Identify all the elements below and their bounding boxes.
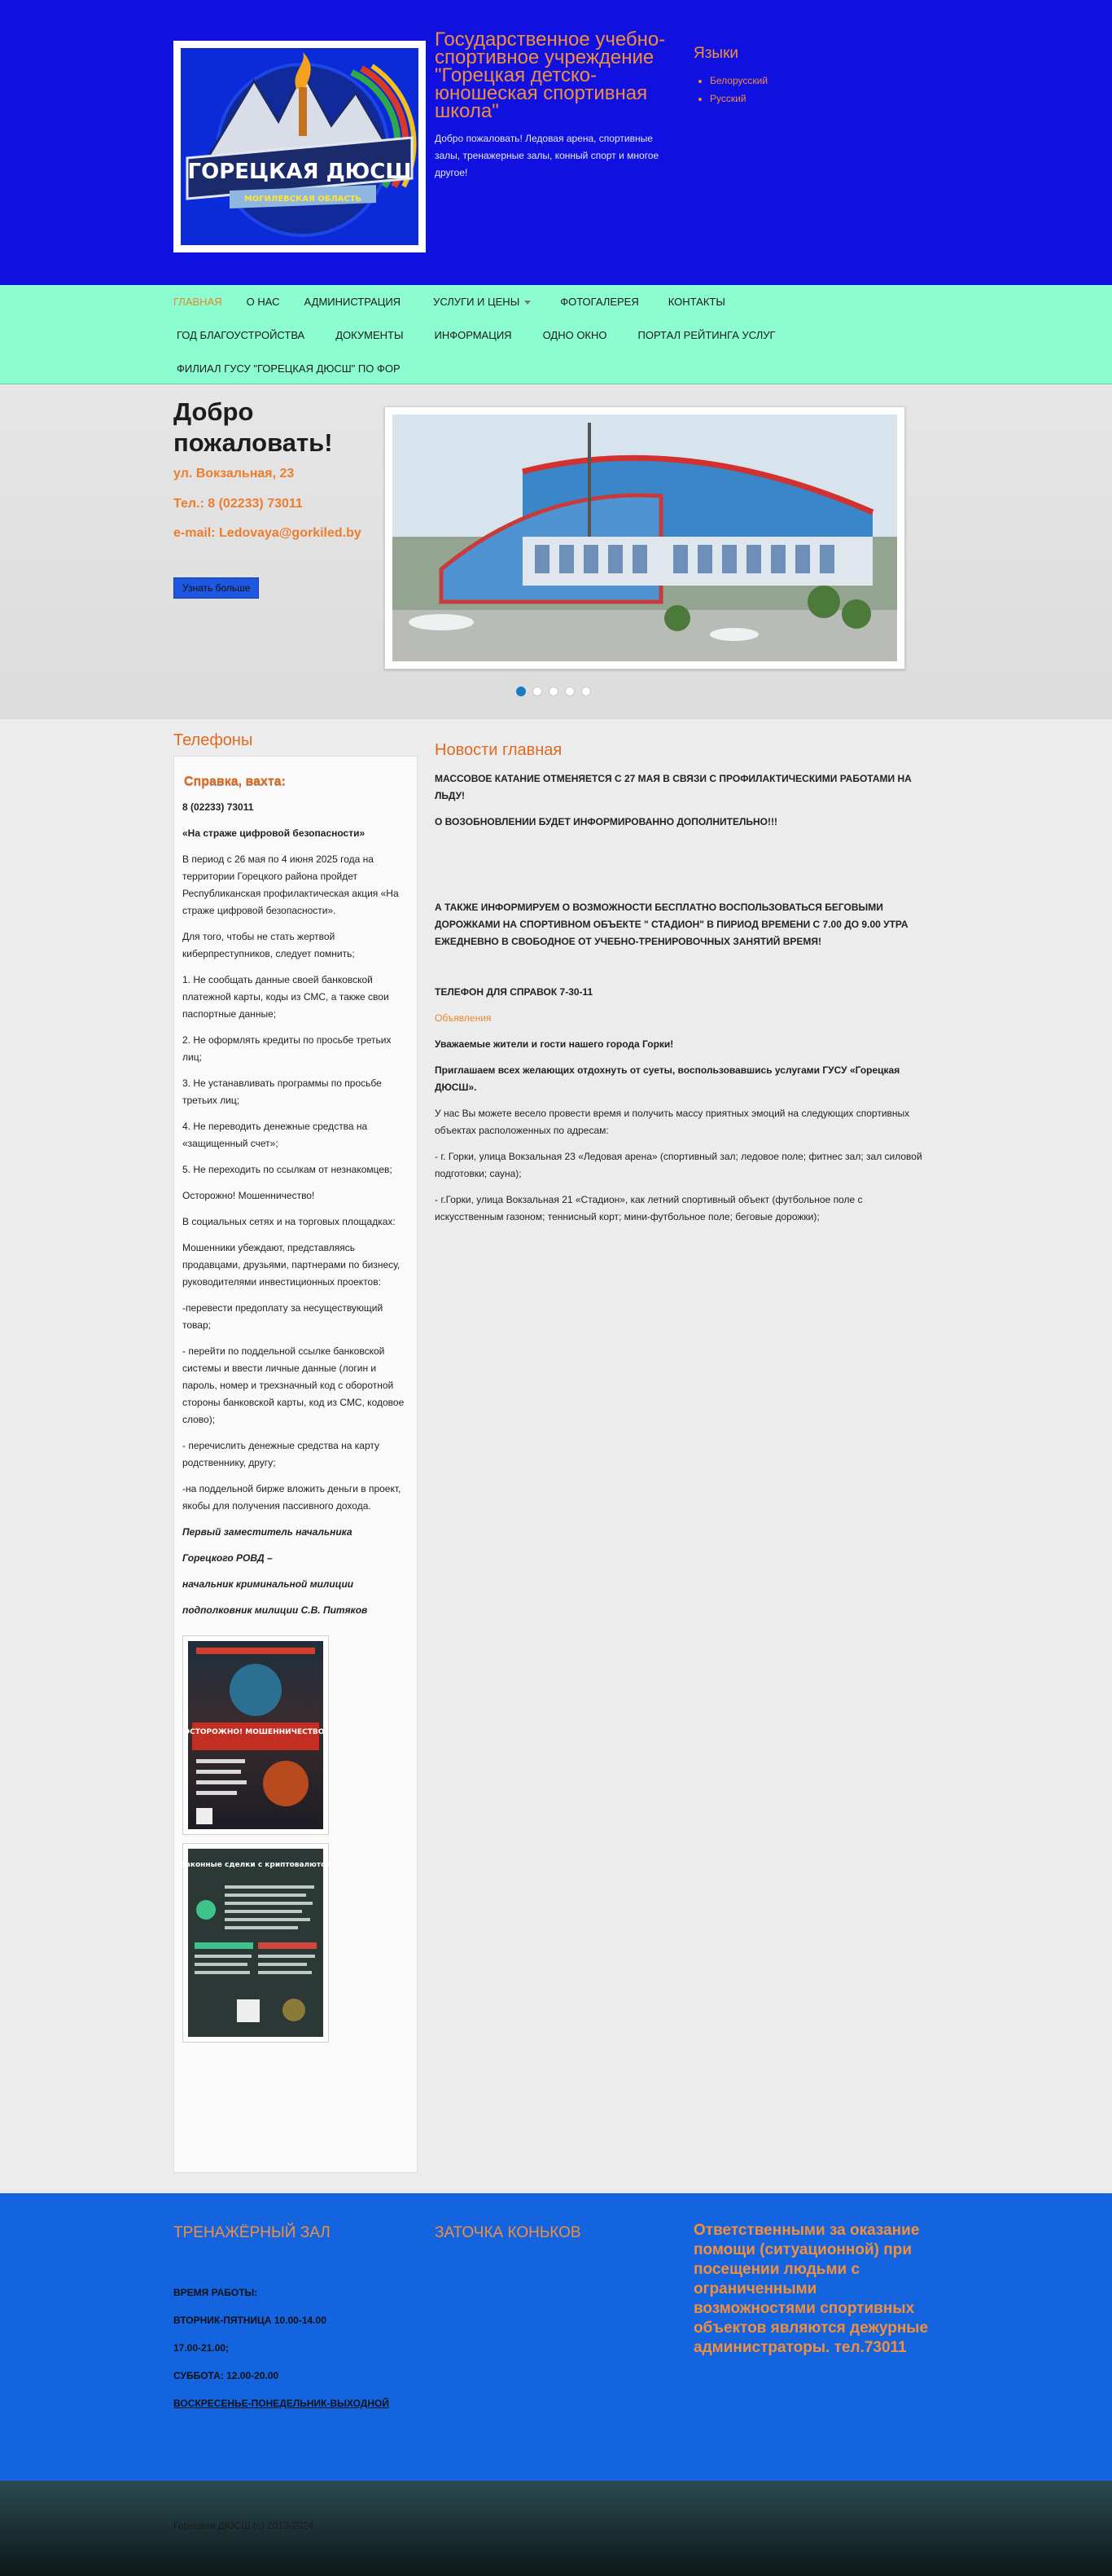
nav-administration[interactable]: АДМИНИСТРАЦИЯ [304, 296, 401, 308]
poster-fraud-image [183, 1641, 328, 1829]
news-paragraph: О ВОЗОБНОВЛЕНИИ БУДЕТ ИНФОРМИРОВАННО ДОПОЛНИТЕЛЬНО!!! [435, 816, 777, 827]
poster-crypto-image [180, 1849, 331, 2037]
poster-crypto[interactable] [182, 1843, 329, 2043]
copyright: Горецкая ДЮСШ (c) 2013-2024 [173, 2520, 314, 2531]
slide-image-arena [392, 415, 897, 661]
arena-illustration [392, 415, 897, 661]
site-title[interactable]: Государственное учебно-спортивное учреждение "Горецкая детско-юношеская спортивная школа" [435, 29, 666, 122]
hero-phone: Тел.: 8 (02233) 73011 [173, 497, 303, 511]
nav-documents[interactable]: ДОКУМЕНТЫ [335, 329, 404, 341]
site-description: Добро пожаловать! Ледовая арена, спортивные залы, тренажерные залы, конный спорт и многое другое! [435, 133, 659, 178]
nav-home[interactable]: ГЛАВНАЯ [173, 296, 222, 308]
gym-hours-line: ВТОРНИК-ПЯТНИЦА 10.00-14.00 [173, 2315, 326, 2326]
footer-widgets [0, 2193, 1112, 2481]
news-phone: ТЕЛЕФОН ДЛЯ СПРАВОК 7-30-11 [435, 986, 593, 998]
signature-line: Горецкого РОВД – [182, 1552, 273, 1564]
news-paragraph: - г. Горки, улица Вокзальная 23 «Ледовая арена» (спортивный зал; ледовое поле; фитнес зал; зал силовой подготовки; сауна); [435, 1151, 922, 1179]
sidebar-paragraph: - перейти по поддельной ссылке банковской системы и ввести личные данные (логин и пароль, номер и трехзначный код с оборотной стороны банковской карты, код из СМС, кодовое слово); [182, 1345, 405, 1425]
sidebar-paragraph: 2. Не оформлять кредиты по просьбе третьих лиц; [182, 1034, 392, 1063]
sidebar-paragraph: 5. Не переходить по ссылкам от незнакомцев; [182, 1164, 392, 1175]
sidebar-box [173, 756, 418, 2173]
slider[interactable] [384, 406, 905, 669]
logo-region: МОГИЛЕВСКАЯ ОБЛАСТЬ [243, 195, 362, 204]
sidebar-paragraph: -перевести предоплату за несуществующий товар; [182, 1302, 383, 1331]
logo-emblem-graphic [181, 48, 418, 245]
chevron-down-icon [524, 301, 531, 305]
logo-text: ГОРЕЦКАЯ ДЮСШ [187, 160, 412, 184]
poster-fraud-warning[interactable] [182, 1635, 329, 1835]
signature-line: начальник криминальной милиции [182, 1578, 354, 1590]
gym-hours-line: 17.00-21.00; [173, 2342, 230, 2354]
main-content [0, 719, 1112, 2193]
accessibility-notice: Ответственными за оказание помощи (ситуационной) при посещении людьми с ограниченными возможностями спортивных объектов являются дежурные администраторы. тел.73011 [694, 2222, 929, 2356]
slider-dot[interactable] [516, 687, 526, 696]
language-russian-link[interactable]: • Русский [710, 93, 768, 104]
language-belarusian-link[interactable]: • Белорусский [710, 75, 768, 86]
sidebar-title: Телефоны [173, 731, 253, 749]
site-logo[interactable] [173, 41, 426, 252]
slider-pagination [516, 687, 591, 696]
slider-dot[interactable] [581, 687, 591, 696]
gym-title: ТРЕНАЖЁРНЫЙ ЗАЛ [173, 2224, 331, 2241]
sidebar-paragraph: -на поддельной бирже вложить деньги в проект, якобы для получения пассивного дохода. [182, 1483, 401, 1512]
poster-crypto-title: Законные сделки с криптовалютой [180, 1861, 331, 1869]
hero-address: ул. Вокзальная, 23 [173, 467, 295, 481]
nav-information[interactable]: ИНФОРМАЦИЯ [434, 329, 512, 341]
nav-services[interactable] [427, 296, 537, 308]
site-header [0, 0, 1112, 285]
news-paragraph: Приглашаем всех желающих отдохнуть от суеты, воспользовавшись услугами ГУСУ «Горецкая ДЮСШ». [435, 1064, 900, 1093]
sidebar-paragraph: Осторожно! Мошенничество! [182, 1190, 315, 1201]
languages-list [710, 75, 768, 111]
poster-fraud-graphic [183, 1641, 328, 1829]
sidebar-paragraph: В период с 26 мая по 4 июня 2025 года на территории Горецкого района пройдет Республиканская профилактическая акция «На страже цифровой безопасности». [182, 854, 399, 916]
slider-dot[interactable] [549, 687, 558, 696]
nav-row-2 [173, 318, 782, 352]
announcements-link[interactable]: Объявления [435, 1012, 492, 1024]
news-paragraph: Уважаемые жители и гости нашего города Горки! [435, 1038, 674, 1050]
sidebar-paragraph: 1. Не сообщать данные своей банковской платежной карты, коды из СМС, а также свои паспортные данные; [182, 974, 389, 1020]
slider-dot[interactable] [565, 687, 575, 696]
news-paragraph: У нас Вы можете весело провести время и получить массу приятных эмоций на следующих спортивных объектах расположенных по адресам: [435, 1108, 910, 1136]
nav-contacts[interactable]: КОНТАКТЫ [668, 296, 725, 308]
sidebar-paragraph: В социальных сетях и на торговых площадках: [182, 1216, 396, 1227]
nav-rating-portal[interactable]: ПОРТАЛ РЕЙТИНГА УСЛУГ [637, 329, 776, 341]
sidebar-paragraph: Мошенники убеждают, представляясь продавцами, друзьями, партнерами по бизнесу, руководителями инвестиционных проектов: [182, 1242, 401, 1288]
news-title: Новости главная [435, 741, 563, 759]
nav-year-of-improvement[interactable]: ГОД БЛАГОУСТРОЙСТВА [177, 329, 305, 341]
signature-line: Первый заместитель начальника [182, 1526, 352, 1538]
sidebar-paragraph: Для того, чтобы не стать жертвой киберпреступников, следует помнить; [182, 931, 355, 959]
nav-services-label: УСЛУГИ И ЦЕНЫ [433, 296, 520, 308]
sidebar-paragraph: 3. Не устанавливать программы по просьбе третьих лиц; [182, 1077, 382, 1106]
sidebar-paragraph: - перечислить денежные средства на карту родственнику, другу; [182, 1440, 380, 1468]
logo-emblem [181, 48, 418, 245]
nav-gallery[interactable]: ФОТОГАЛЕРЕЯ [560, 296, 639, 308]
hero-title: Добро пожаловать! [173, 397, 333, 457]
news-paragraph: - г.Горки, улица Вокзальная 21 «Стадион», как летний спортивный объект (футбольное поле с искусственным газоном; теннисный корт; мини-футбольное поле; беговые дорожки); [435, 1194, 863, 1222]
sidebar-phone: 8 (02233) 73011 [182, 801, 254, 813]
nav-row-1 [173, 285, 732, 318]
nav-branch[interactable]: ФИЛИАЛ ГУСУ "ГОРЕЦКАЯ ДЮСШ" ПО ФОР [177, 362, 401, 375]
sidebar-heading: Справка, вахта: [184, 775, 287, 788]
sidebar-paragraph: 4. Не переводить денежные средства на «защищенный счет»; [182, 1121, 368, 1149]
nav-one-window[interactable]: ОДНО ОКНО [542, 329, 607, 341]
slider-dot[interactable] [532, 687, 542, 696]
skate-sharpening-title: ЗАТОЧКА КОНЬКОВ [435, 2224, 581, 2241]
gym-hours-line: СУББОТА: 12.00-20.00 [173, 2370, 279, 2381]
languages-title: Языки [694, 45, 739, 62]
poster-fraud-title: ОСТОРОЖНО! МОШЕННИЧЕСТВО! [183, 1728, 328, 1736]
main-navigation [0, 285, 1112, 384]
news-content [435, 770, 931, 1235]
learn-more-button[interactable]: Узнать больше [173, 577, 259, 599]
signature-line: подполковник милиции С.В. Питяков [182, 1604, 368, 1616]
hero-email[interactable]: e-mail: Ledovaya@gorkiled.by [173, 526, 361, 540]
hero-section [0, 385, 1112, 719]
news-paragraph: МАССОВОЕ КАТАНИЕ ОТМЕНЯЕТСЯ С 27 МАЯ В СВЯЗИ С ПРОФИЛАКТИЧЕСКИМИ РАБОТАМИ НА ЛЬДУ! [435, 773, 912, 801]
nav-about[interactable]: О НАС [246, 296, 280, 308]
site-footer [0, 2481, 1112, 2576]
gym-hours-line: ВОСКРЕСЕНЬЕ-ПОНЕДЕЛЬНИК-ВЫХОДНОЙ [173, 2398, 389, 2409]
news-paragraph: А ТАКЖЕ ИНФОРМИРУЕМ О ВОЗМОЖНОСТИ БЕСПЛАТНО ВОСПОЛЬЗОВАТЬСЯ БЕГОВЫМИ ДОРОЖКАМИ НА СПОРТИВНОМ ОБЪЕКТЕ " СТАДИОН" В ПИРИОД ВРЕМЕНИ С 7.00 ДО 9.00 УТРА ЕЖЕДНЕВНО В СВОБОДНОЕ ОТ УЧЕБНО-ТРЕНИРОВОЧНЫХ ЗАНЯТИЙ ВРЕМЯ! [435, 902, 908, 947]
nav-row-3 [173, 352, 407, 385]
gym-hours-line: ВРЕМЯ РАБОТЫ: [173, 2287, 258, 2298]
poster-crypto-graphic [180, 1849, 331, 2037]
sidebar-paragraph: «На страже цифровой безопасности» [182, 827, 366, 839]
